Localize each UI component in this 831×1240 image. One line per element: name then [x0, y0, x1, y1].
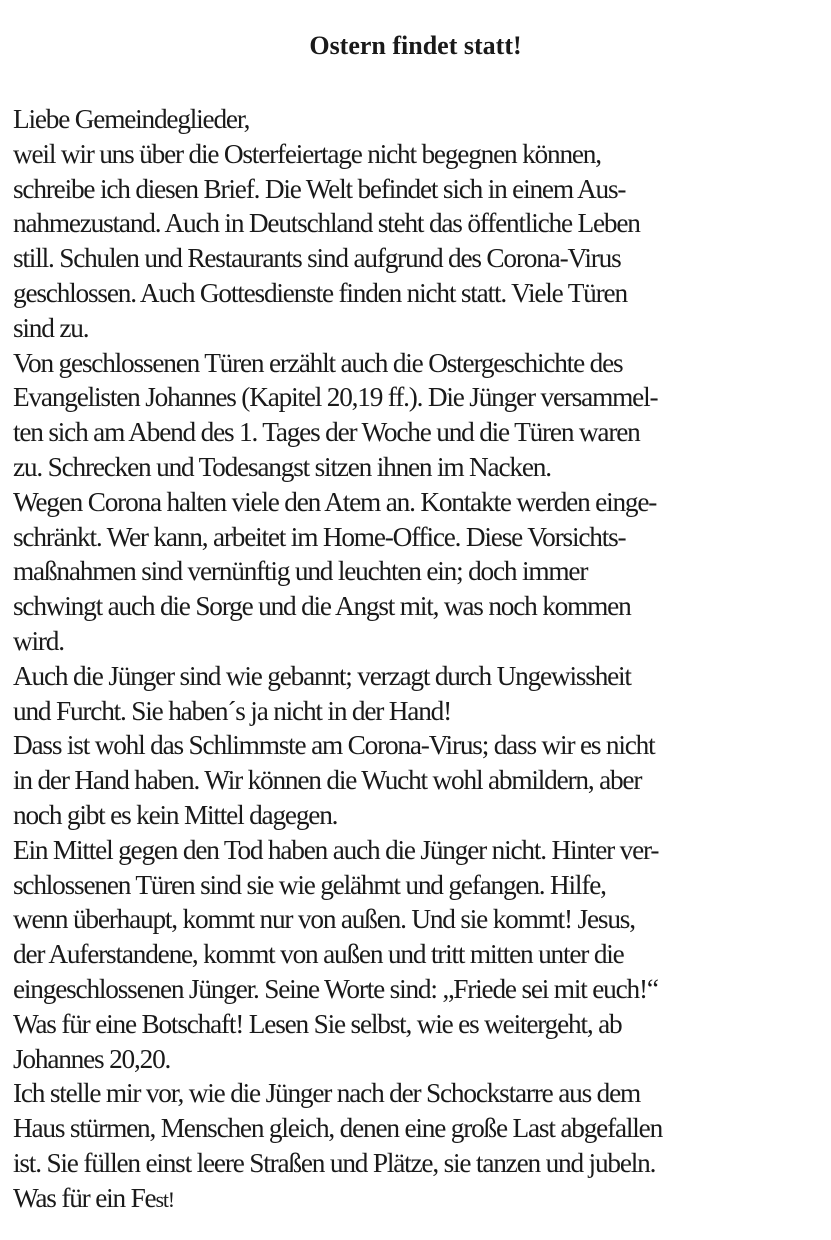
text-line: maßnahmen sind vernünftig und leuchten ein; doch immer	[13, 556, 588, 587]
text-line: sind zu.	[13, 312, 89, 343]
last-line-main: Was für ein Fe	[13, 1182, 156, 1213]
text-line: Johannes 20,20.	[13, 1043, 171, 1074]
text-line: weil wir uns über die Osterfeiertage nicht begegnen können,	[13, 138, 601, 169]
text-line-last	[13, 1181, 828, 1216]
text-line: der Auferstandene, kommt von außen und tritt mitten unter die	[13, 939, 624, 970]
text-line: Von geschlossenen Türen erzählt auch die Ostergeschichte des	[13, 347, 623, 378]
text-line: schreibe ich diesen Brief. Die Welt befindet sich in einem Aus-	[13, 173, 626, 204]
text-line: eingeschlossenen Jünger. Seine Worte sind: „Friede sei mit euch!“	[13, 973, 658, 1004]
letter-body	[13, 102, 828, 1216]
text-line: und Furcht. Sie haben´s ja nicht in der Hand!	[13, 695, 451, 726]
text-line: Wegen Corona halten viele den Atem an. Kontakte werden einge-	[13, 486, 657, 517]
text-line: Ein Mittel gegen den Tod haben auch die Jünger nicht. Hinter ver-	[13, 834, 659, 865]
text-line: wenn überhaupt, kommt nur von außen. Und sie kommt! Jesus,	[13, 904, 635, 935]
text-line: zu. Schrecken und Todesangst sitzen ihnen im Nacken.	[13, 451, 551, 482]
last-line-small: st!	[155, 1186, 174, 1212]
text-line: schränkt. Wer kann, arbeitet im Home-Office. Diese Vorsichts-	[13, 521, 626, 552]
text-line: nahmezustand. Auch in Deutschland steht das öffentliche Leben	[13, 208, 640, 239]
text-line: schwingt auch die Sorge und die Angst mit, was noch kommen	[13, 591, 631, 622]
text-line: geschlossen. Auch Gottesdienste finden nicht statt. Viele Türen	[13, 277, 627, 308]
text-line: ist. Sie füllen einst leere Straßen und Plätze, sie tanzen und jubeln.	[13, 1147, 656, 1178]
text-line: Dass ist wohl das Schlimmste am Corona-Virus; dass wir es nicht	[13, 730, 655, 761]
text-line: still. Schulen und Restaurants sind aufgrund des Corona-Virus	[13, 243, 621, 274]
text-line: ten sich am Abend des 1. Tages der Woche und die Türen waren	[13, 417, 640, 448]
text-line: noch gibt es kein Mittel dagegen.	[13, 799, 338, 830]
text-line: Was für eine Botschaft! Lesen Sie selbst, wie es weitergeht, ab	[13, 1008, 622, 1039]
text-line: Evangelisten Johannes (Kapitel 20,19 ff.). Die Jünger versammel-	[13, 382, 658, 413]
text-line: Ich stelle mir vor, wie die Jünger nach der Schockstarre aus dem	[13, 1078, 641, 1109]
text-line: in der Hand haben. Wir können die Wucht wohl abmildern, aber	[13, 765, 642, 796]
text-line: schlossenen Türen sind sie wie gelähmt und gefangen. Hilfe,	[13, 869, 606, 900]
text-line: wird.	[13, 625, 64, 656]
text-line: Haus stürmen, Menschen gleich, denen eine große Last abgefallen	[13, 1113, 663, 1144]
page-title: Ostern findet statt!	[309, 31, 522, 60]
text-line: Liebe Gemeindeglieder,	[13, 104, 250, 134]
text-line: Auch die Jünger sind wie gebannt; verzagt durch Ungewissheit	[13, 660, 631, 691]
